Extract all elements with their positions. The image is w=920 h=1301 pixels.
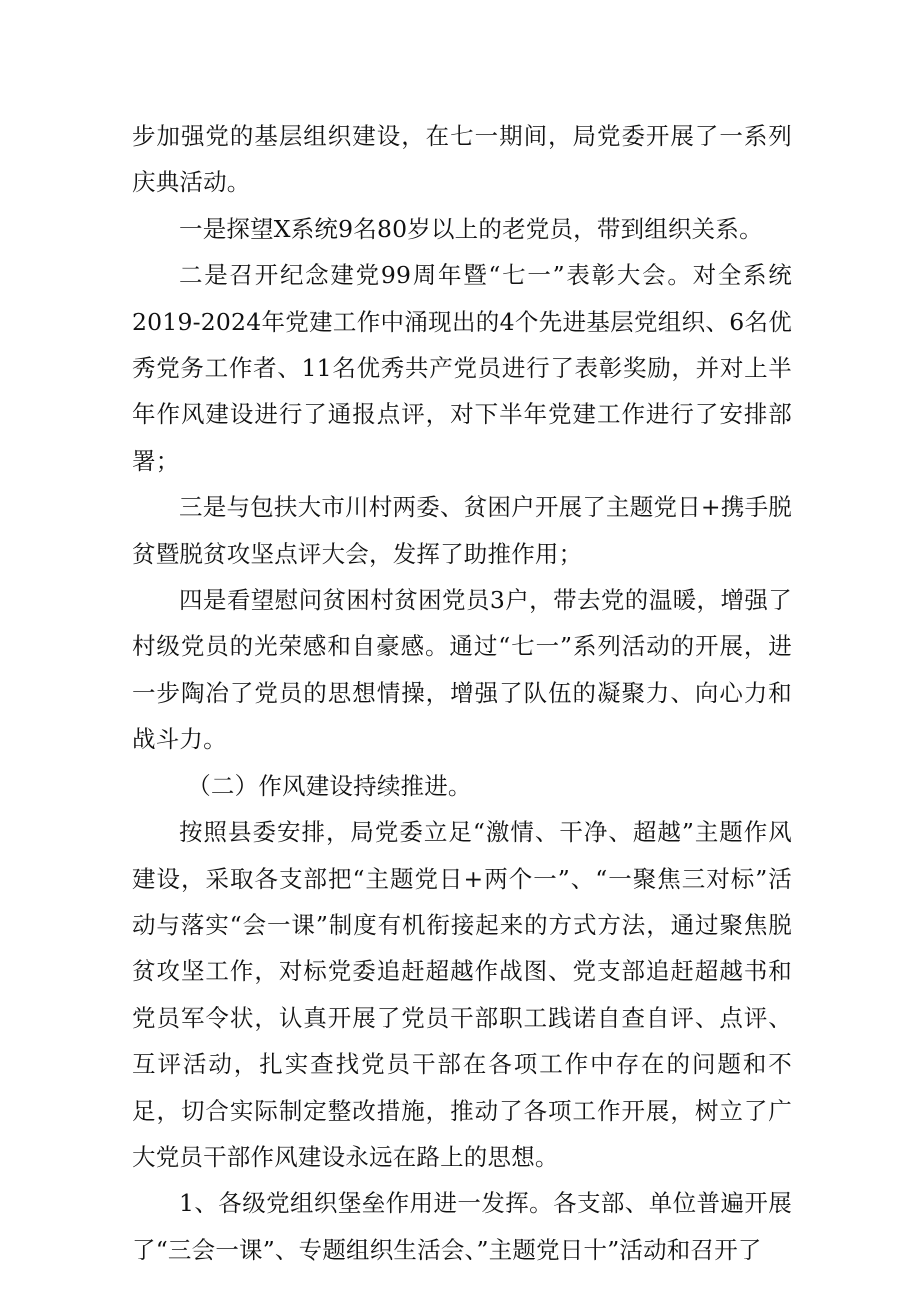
paragraph-party-organization: 1、各级党组织堡垒作用进一发挥。各支部、单位普遍开展了“三会一课”、专题组织生活会、”主题党日十”活动和召开了 [132, 1189, 792, 1264]
paragraph-item-three: 三是与包扶大市川村两委、贫困户开展了主题党日+携手脱贫暨脱贫攻坚点评大会，发挥了助推作用； [132, 493, 792, 568]
paragraph-item-one: 一是探望X系统9名80岁以上的老党员，带到组织关系。 [179, 214, 763, 243]
document-body [132, 113, 792, 1273]
paragraph-work-style: 按照县委安排，局党委立足“激情、干净、超越”主题作风建设，采取各支部把“主题党日+两个一”、“一聚焦三对标”活动与落实“会一课”制度有机衔接起来的方式方法，通过聚焦脱贫攻坚工作，对标党委追赶超越作战图、党支部追赶超越书和党员军令状，认真开展了党员干部职工践诺自查自评、点评、互评活动，扎实查找党员干部在各项工作中存在的问题和不足，切合实际制定整改措施，推动了各项工作开展，树立了广大党员干部作风建设永远在路上的思想。 [132, 818, 792, 1171]
section-heading: （二）作风建设持续推进。 [187, 771, 472, 800]
paragraph-item-four: 四是看望慰问贫困村贫困党员3户，带去党的温暖，增强了村级党员的光荣感和自豪感。通过“七一”系列活动的开展，进一步陶冶了党员的思想情操，增强了队伍的凝聚力、向心力和战斗力。 [132, 586, 792, 754]
paragraph-item-two: 二是召开纪念建党99周年暨“七一”表彰大会。对全系统2019-2024年党建工作中涌现出的4个先进基层党组织、6名优秀党务工作者、11名优秀共产党员进行了表彰奖励，并对上半年作风建设进行了通报点评，对下半年党建工作进行了安排部署； [132, 261, 792, 475]
paragraph-continuation: 步加强党的基层组织建设，在七一期间，局党委开展了一系列庆典活动。 [132, 122, 792, 197]
